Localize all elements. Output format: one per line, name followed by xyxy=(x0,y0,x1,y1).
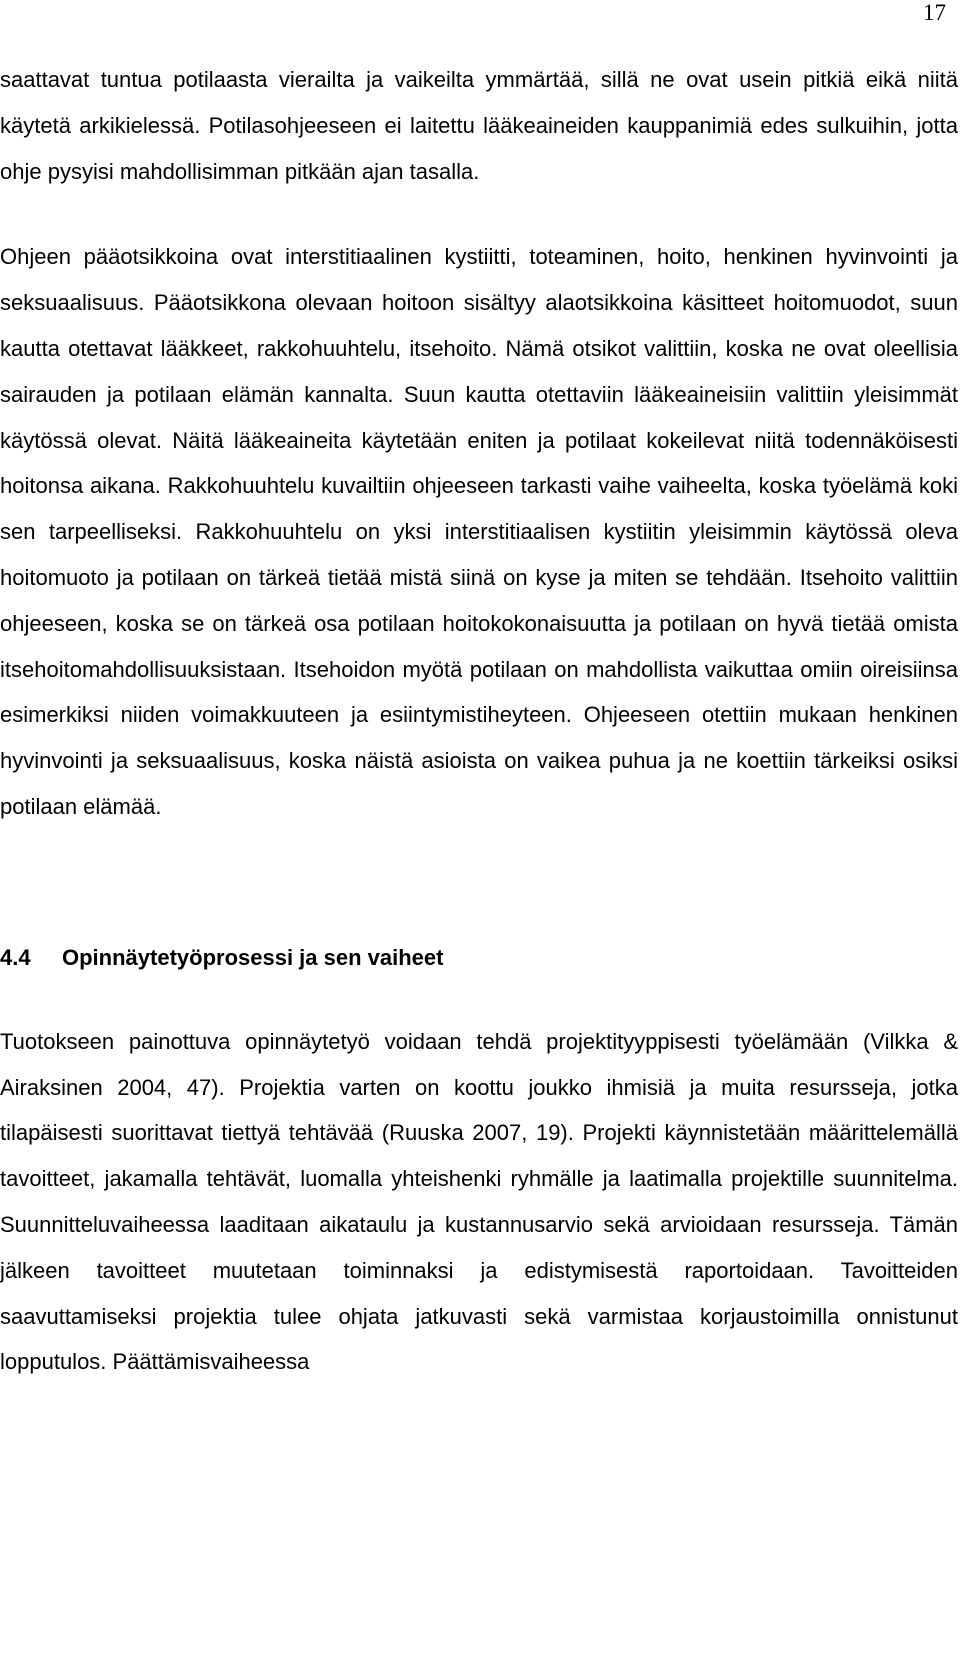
section-heading xyxy=(0,943,958,973)
section-number: 4.4 xyxy=(0,944,31,970)
document-body xyxy=(0,57,958,1385)
page-number: 17 xyxy=(923,0,946,25)
paragraph-project-process: Tuotokseen painottuva opinnäytetyö voidaan tehdä projektityyppisesti työelämään (Vilkka & Airaksinen 2004, 47). Projektia varten on koottu joukko ihmisiä ja muita resursseja, jotka tilapäisesti suorittavat tiettyä tehtävää (Ruuska 2007, 19). Projekti käynnistetään määrittelemällä tavoitteet, jakamalla tehtävät, luomalla yhteishenki ryhmälle ja laatimalla projektille suunnitelma. Suunnitteluvaiheessa laaditaan aikataulu ja kustannusarvio sekä arvioidaan resursseja. Tämän jälkeen tavoitteet muutetaan toiminnaksi ja edistymisestä raportoidaan. Tavoitteiden saavuttamiseksi projektia tulee ohjata jatkuvasti sekä varmistaa korjaustoimilla onnistunut lopputulos. Päättämisvaiheessa xyxy=(0,1028,958,1375)
section-title: Opinnäytetyöprosessi ja sen vaiheet xyxy=(62,944,444,970)
paragraph-continuation: saattavat tuntua potilaasta vierailta ja vaikeilta ymmärtää, sillä ne ovat usein pitkiä eikä niitä käytetä arkikielessä. Potilasohjeeseen ei laitettu lääkeaineiden kauppanimiä edes sulkuihin, jotta ohje pysyisi mahdollisimman pitkään ajan tasalla. xyxy=(0,67,958,184)
paragraph-headings-description: Ohjeen pääotsikkoina ovat interstitiaalinen kystiitti, toteaminen, hoito, henkinen hyvinvointi ja seksuaalisuus. Pääotsikkona olevaan hoitoon sisältyy alaotsikkoina käsitteet hoitomuodot, suun kautta otettavat lääkkeet, rakkohuuhtelu, itsehoito. Nämä otsikot valittiin, koska ne ovat oleellisia sairauden ja potilaan elämän kannalta. Suun kautta otettaviin lääkeaineisiin valittiin yleisimmät käytössä olevat. Näitä lääkeaineita käytetään eniten ja potilaat kokeilevat niitä todennäköisesti hoitonsa aikana. Rakkohuuhtelu kuvailtiin ohjeeseen tarkasti vaihe vaiheelta, koska työelämä koki sen tarpeelliseksi. Rakkohuuhtelu on yksi interstitiaalisen kystiitin yleisimmin käytössä oleva hoitomuoto ja potilaan on tärkeä tietää mistä siinä on kyse ja miten se tehdään. Itsehoito valittiin ohjeeseen, koska se on tärkeä osa potilaan hoitokokonaisuutta ja potilaan on hyvä tietää omista itsehoitomahdollisuuksistaan. Itsehoidon myötä potilaan on mahdollista vaikuttaa omiin oireisiinsa esimerkiksi niiden voimakkuuteen ja esiintymistiheyteen. Ohjeeseen otettiin mukaan henkinen hyvinvointi ja seksuaalisuus, koska näistä asioista on vaikea puhua ja ne koettiin tärkeiksi osiksi potilaan elämää. xyxy=(0,244,958,819)
